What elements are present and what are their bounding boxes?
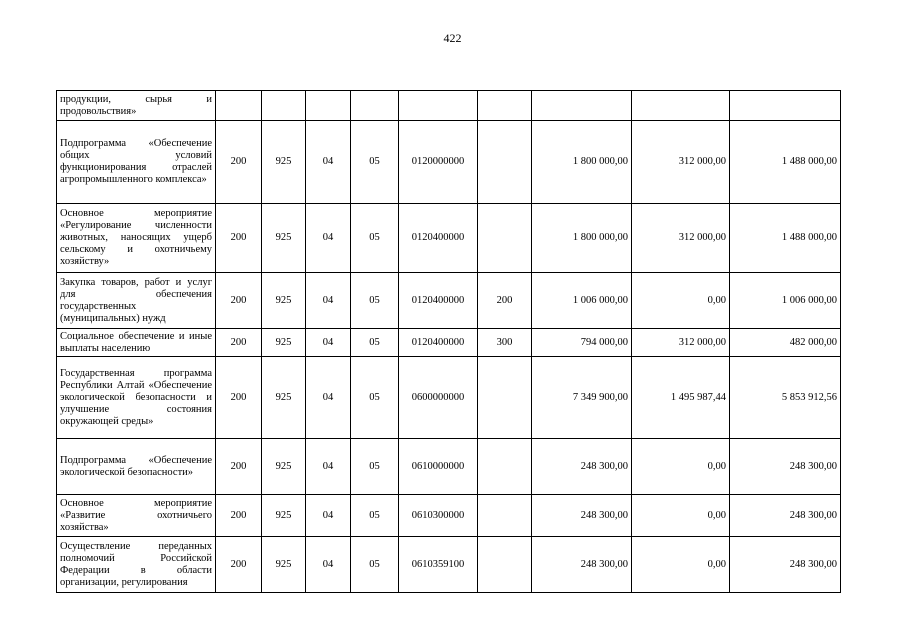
ministry-code-cell: 925 xyxy=(262,439,306,495)
row-name-cell: Подпрограмма «Обеспечение общих условий функционирования отраслей агропромышленного комплекса» xyxy=(57,121,216,204)
amount-change-cell: 312 000,00 xyxy=(632,204,730,273)
target-article-cell: 0120400000 xyxy=(399,204,478,273)
amount-cell: 1 006 000,00 xyxy=(532,273,632,329)
section-cell: 04 xyxy=(306,357,351,439)
subsection-cell: 05 xyxy=(351,357,399,439)
expense-type-cell xyxy=(478,121,532,204)
subsection-cell xyxy=(351,91,399,121)
section-cell: 04 xyxy=(306,495,351,537)
admin-code-cell: 200 xyxy=(216,204,262,273)
section-cell: 04 xyxy=(306,537,351,593)
subsection-cell: 05 xyxy=(351,204,399,273)
amount-change-cell: 0,00 xyxy=(632,495,730,537)
admin-code-cell: 200 xyxy=(216,537,262,593)
table-row xyxy=(57,91,841,121)
amount-change-cell: 312 000,00 xyxy=(632,329,730,357)
target-article-cell: 0120000000 xyxy=(399,121,478,204)
amount-change-cell xyxy=(632,91,730,121)
admin-code-cell: 200 xyxy=(216,357,262,439)
table-row xyxy=(57,495,841,537)
amount-change-cell: 312 000,00 xyxy=(632,121,730,204)
amount-cell: 1 800 000,00 xyxy=(532,121,632,204)
subsection-cell: 05 xyxy=(351,495,399,537)
table-row xyxy=(57,121,841,204)
target-article-cell: 0120400000 xyxy=(399,329,478,357)
expense-type-cell xyxy=(478,537,532,593)
table-row xyxy=(57,204,841,273)
target-article-cell: 0610000000 xyxy=(399,439,478,495)
row-name-cell: Социальное обеспечение и иные выплаты населению xyxy=(57,329,216,357)
section-cell xyxy=(306,91,351,121)
amount-total-cell: 248 300,00 xyxy=(730,537,841,593)
table-row xyxy=(57,273,841,329)
expense-type-cell xyxy=(478,357,532,439)
section-cell: 04 xyxy=(306,273,351,329)
amount-change-cell: 0,00 xyxy=(632,439,730,495)
ministry-code-cell: 925 xyxy=(262,121,306,204)
expense-type-cell: 200 xyxy=(478,273,532,329)
amount-cell: 794 000,00 xyxy=(532,329,632,357)
amount-cell: 248 300,00 xyxy=(532,495,632,537)
table-row xyxy=(57,357,841,439)
subsection-cell: 05 xyxy=(351,273,399,329)
target-article-cell xyxy=(399,91,478,121)
amount-total-cell: 248 300,00 xyxy=(730,495,841,537)
expense-type-cell: 300 xyxy=(478,329,532,357)
admin-code-cell: 200 xyxy=(216,495,262,537)
amount-cell: 248 300,00 xyxy=(532,439,632,495)
target-article-cell: 0610359100 xyxy=(399,537,478,593)
budget-table xyxy=(56,90,841,593)
page-number: 422 xyxy=(443,31,462,45)
target-article-cell: 0610300000 xyxy=(399,495,478,537)
target-article-cell: 0600000000 xyxy=(399,357,478,439)
table-row xyxy=(57,439,841,495)
section-cell: 04 xyxy=(306,439,351,495)
admin-code-cell xyxy=(216,91,262,121)
subsection-cell: 05 xyxy=(351,439,399,495)
expense-type-cell xyxy=(478,439,532,495)
section-cell: 04 xyxy=(306,329,351,357)
amount-total-cell: 248 300,00 xyxy=(730,439,841,495)
ministry-code-cell: 925 xyxy=(262,273,306,329)
expense-type-cell xyxy=(478,204,532,273)
ministry-code-cell: 925 xyxy=(262,495,306,537)
amount-cell xyxy=(532,91,632,121)
amount-change-cell: 0,00 xyxy=(632,537,730,593)
ministry-code-cell: 925 xyxy=(262,537,306,593)
amount-total-cell: 1 488 000,00 xyxy=(730,121,841,204)
ministry-code-cell: 925 xyxy=(262,357,306,439)
ministry-code-cell xyxy=(262,91,306,121)
amount-cell: 248 300,00 xyxy=(532,537,632,593)
row-name-cell: Подпрограмма «Обеспечение экологической безопасности» xyxy=(57,439,216,495)
amount-change-cell: 0,00 xyxy=(632,273,730,329)
ministry-code-cell: 925 xyxy=(262,329,306,357)
table-row xyxy=(57,329,841,357)
admin-code-cell: 200 xyxy=(216,273,262,329)
amount-total-cell: 5 853 912,56 xyxy=(730,357,841,439)
subsection-cell: 05 xyxy=(351,329,399,357)
admin-code-cell: 200 xyxy=(216,121,262,204)
row-name-cell: Осуществление переданных полномочий Российской Федерации в области организации, регулирования xyxy=(57,537,216,593)
amount-total-cell: 1 006 000,00 xyxy=(730,273,841,329)
target-article-cell: 0120400000 xyxy=(399,273,478,329)
amount-total-cell: 482 000,00 xyxy=(730,329,841,357)
row-name-cell: Основное мероприятие «Регулирование численности животных, наносящих ущерб сельскому и охотничьему хозяйству» xyxy=(57,204,216,273)
admin-code-cell: 200 xyxy=(216,439,262,495)
amount-total-cell xyxy=(730,91,841,121)
ministry-code-cell: 925 xyxy=(262,204,306,273)
row-name-cell: продукции, сырья и продовольствия» xyxy=(57,91,216,121)
table-row xyxy=(57,537,841,593)
row-name-cell: Основное мероприятие «Развитие охотничьего хозяйства» xyxy=(57,495,216,537)
expense-type-cell xyxy=(478,495,532,537)
subsection-cell: 05 xyxy=(351,537,399,593)
amount-cell: 7 349 900,00 xyxy=(532,357,632,439)
subsection-cell: 05 xyxy=(351,121,399,204)
row-name-cell: Государственная программа Республики Алтай «Обеспечение экологической безопасности и улучшение состояния окружающей среды» xyxy=(57,357,216,439)
amount-cell: 1 800 000,00 xyxy=(532,204,632,273)
section-cell: 04 xyxy=(306,121,351,204)
amount-total-cell: 1 488 000,00 xyxy=(730,204,841,273)
section-cell: 04 xyxy=(306,204,351,273)
expense-type-cell xyxy=(478,91,532,121)
table-body xyxy=(57,91,841,593)
amount-change-cell: 1 495 987,44 xyxy=(632,357,730,439)
admin-code-cell: 200 xyxy=(216,329,262,357)
row-name-cell: Закупка товаров, работ и услуг для обеспечения государственных (муниципальных) нужд xyxy=(57,273,216,329)
